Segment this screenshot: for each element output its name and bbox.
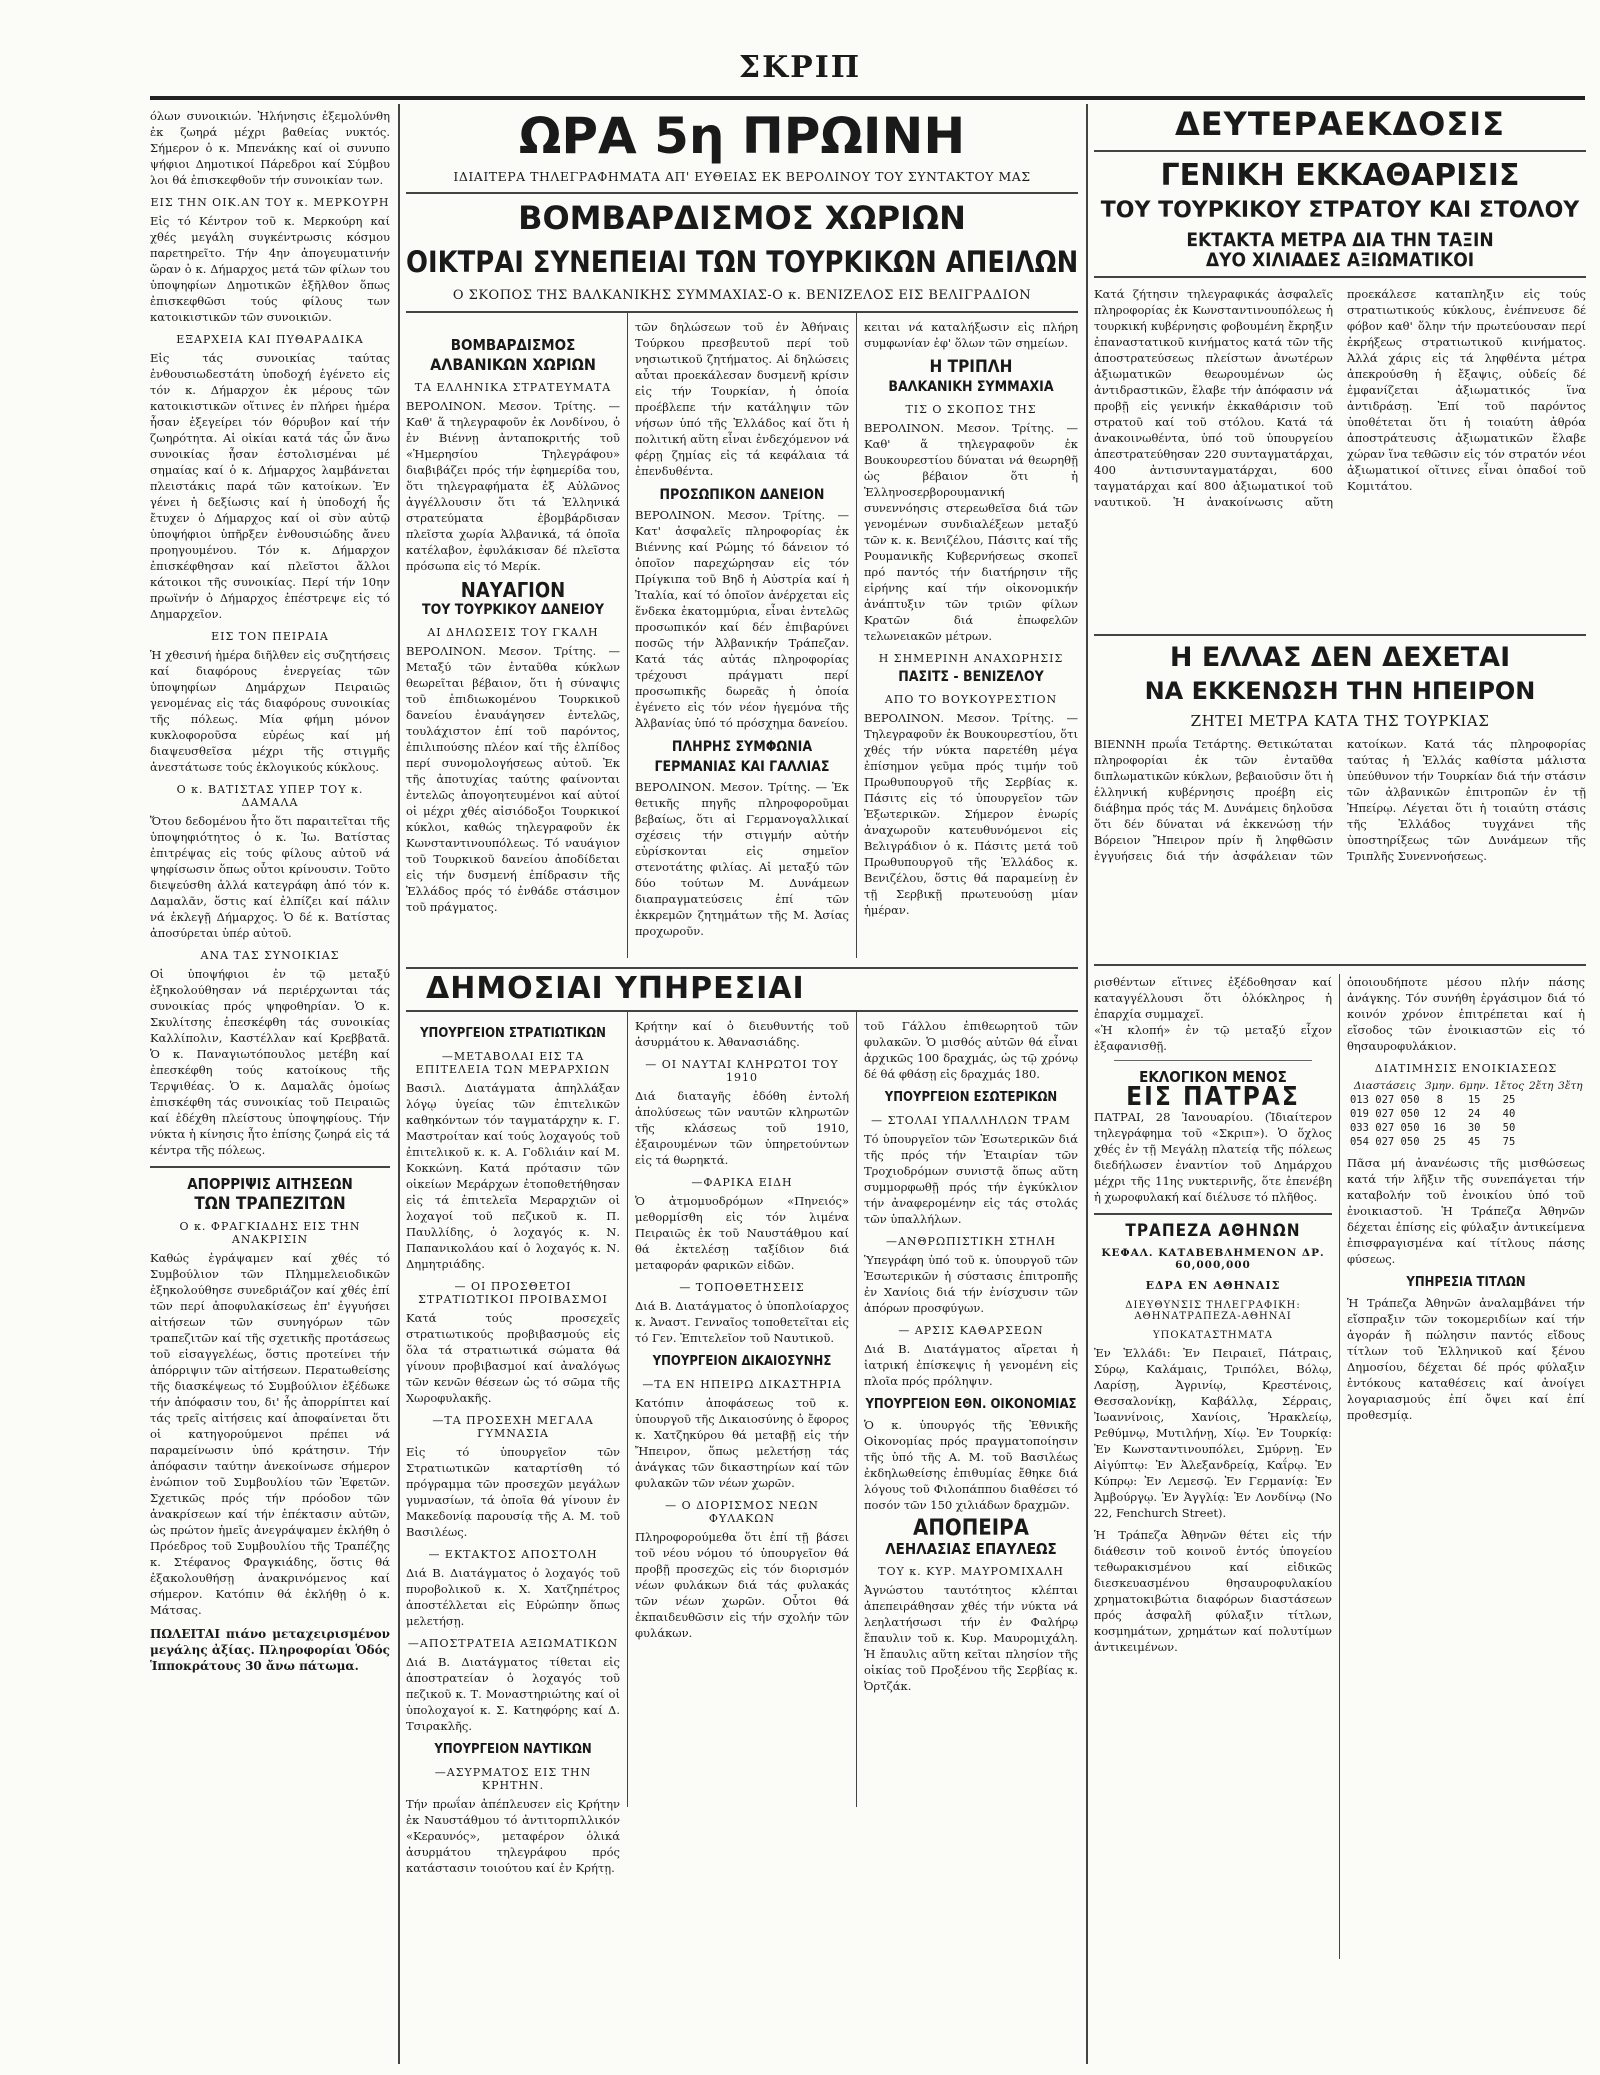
news-columns-top (406, 313, 1078, 963)
table-cell (1556, 1135, 1585, 1149)
left-column (150, 108, 390, 2068)
headline: ΒΑΛΚΑΝΙΚΗ ΣΥΜΜΑΧΙΑ (888, 378, 1054, 395)
headline: ΛΕΗΛΑΣΙΑΣ ΕΠΑΥΛΕΩΣ (885, 1540, 1057, 1559)
column-divider (1339, 974, 1340, 1959)
subheadline: ΑΙ ΔΗΛΩΣΕΙΣ ΤΟΥ ΓΚΑΛΗ (427, 625, 599, 639)
section-rule (150, 1166, 390, 1168)
section-rule (1094, 276, 1586, 278)
subheadline: ΔΙΑΤΙΜΗΣΙΣ ΕΝΟΙΚΙΑΣΕΩΣ (1374, 1061, 1558, 1075)
article-text: Τό ὑπουργεῖον τῶν Ἐσωτερικῶν διά τῆς πρός τήν Ἑταιρίαν τῶν Τροχιοδρόμων συνιστᾷ ὅπως αὕτη συμμορφωθῇ πρός τήν ἐγκύκλιον τήν ἀναφερομένην εἰς τάς στολάς τῶν ὑπαλλήλων. (864, 1132, 1078, 1227)
rent-table-header: 1ἔτος (1493, 1079, 1525, 1092)
subheadline: —ΦΑΡΙΚΑ ΕΙΔΗ (691, 1176, 793, 1190)
subheadline: Ο κ. ΦΡΑΓΚΙΑΔΗΣ ΕΙΣ ΤΗΝ ΑΝΑΚΡΙΣΙΝ (179, 1220, 361, 1246)
news-subcolumn (406, 1018, 620, 1876)
headline: Η ΕΛΛΑΣ ΔΕΝ ΔΕΧΕΤΑΙ (1169, 642, 1511, 674)
subheadline: ΖΗΤΕΙ ΜΕΤΡΑ ΚΑΤΑ ΤΗΣ ΤΟΥΡΚΙΑΣ (1190, 711, 1490, 730)
section-heading: ΕΙΣ ΤΟΝ ΠΕΙΡΑΙΑ (211, 630, 329, 643)
section-rule (1094, 150, 1586, 152)
subheadline: —ΤΑ ΕΝ ΗΠΕΙΡΩ ΔΙΚΑΣΤΗΡΙΑ (642, 1378, 842, 1392)
table-cell (1527, 1093, 1556, 1107)
headline: ΥΠΟΥΡΓΕΙΟΝ ΕΣΩΤΕΡΙΚΩΝ (884, 1090, 1058, 1106)
article-text: ὁποιουδήποτε μέσου πλήν πάσης ἀνάγκης. Τόν συνήθη ἐργάσιμον διά τό κοινόν χρόνον ἐπιτρέπεται καί ἡ εἴσοδος τῶν ἐνοικιαστῶν εἰς τό θησαυροφυλάκιον. (1347, 974, 1585, 1053)
headline: ΝΑΥΑΓΙΟΝ (460, 577, 566, 602)
news-subcolumn (1094, 974, 1332, 1959)
subheadline: — ΕΚΤΑΚΤΟΣ ΑΠΟΣΤΟΛΗ (428, 1548, 598, 1562)
article-text: ΠΑΤΡΑΙ, 28 Ἰανουαρίου. (Ἰδιαίτερον τηλεγράφημα τοῦ «Σκριπ»). Ὁ ὅχλος χθές ἐν τῇ Μεγάλῃ πλατείᾳ τῆς πόλεως διεδήλωσεν ἐναντίον τοῦ Δημάρχου μέχρι τῆς 11ης νυκτερινῆς, ὅτε ἐπενέβη ἡ χωροφυλακή καί διέλυσε τό πλῆθος. (1094, 1109, 1332, 1204)
rent-table-header: 2ἔτη (1528, 1079, 1554, 1092)
headline: ΤΟΥ ΤΟΥΡΚΙΚΟΥ ΔΑΝΕΙΟΥ (421, 601, 604, 618)
subheadline: ΤΟΥ κ. ΚΥΡ. ΜΑΥΡΟΜΙΧΑΛΗ (878, 1565, 1064, 1579)
article-text: Εἰς τό Κέντρον τοῦ κ. Μερκούρη καί χθές μεγάλη συγκέντρωσις κόσμου παρετηρεῖτο. Τήν 4ην ἀπογευματινήν ὥραν ὁ κ. Δήμαρχος μετά τῶν φίλων του ὑποψηφίων Δημοτικῶν ἐξῆλθον ὅπως ἐπισκεφθῶσι τούς φίλους των κατοικιστικῶν τῶν συνοικιῶν. (150, 214, 390, 324)
table-row (1347, 1107, 1585, 1121)
table-cell: 8 (1436, 1093, 1443, 1106)
news-subcolumn (1347, 974, 1585, 1959)
column-divider (856, 313, 857, 958)
article-text: Διά Β. Διατάγματος τίθεται εἰς ἀποστρατείαν ὁ λοχαγός τοῦ πεζικοῦ κ. Τ. Μοναστηριώτης καί οἱ ὑπολοχαγοί κ. Σ. Κατηφόρης καί Δ. Τσιρακλῆς. (406, 1655, 620, 1734)
table-cell: 25 (1502, 1093, 1516, 1106)
rent-table-header: 3ἔτη (1558, 1079, 1583, 1092)
headline: ΑΛΒΑΝΙΚΩΝ ΧΩΡΙΩΝ (430, 354, 596, 374)
classified-ad: ΠΩΛΕΙΤΑΙ πιάνο μεταχειρισμένον μεγάλης ἀξίας. Πληροφορίαι Ὁδός Ἱπποκράτους 30 ἄνω πάτωμα. (150, 1627, 390, 1673)
headline: ΔΕΥΤΕΡΑΕΚΔΟΣΙΣ (1175, 105, 1505, 143)
headline: ΟΙΚΤΡΑΙ ΣΥΝΕΠΕΙΑΙ ΤΩΝ ΤΟΥΡΚΙΚΩΝ ΑΠΕΙΛΩΝ (406, 245, 1079, 280)
subheadline: —ΑΝΘΡΩΠΙΣΤΙΚΗ ΣΤΗΛΗ (885, 1235, 1057, 1249)
article-text: Εἰς τάς συνοικίας ταύτας ἐνθουσιωδεστάτη ὑποδοχή ἐγένετο εἰς τόν κ. Δήμαρχον ἐκ μέρους τῶν κατοικιστικῶν οἵτινες ἐν πλήρει ἡμέρα ἦσαν ἐξεγείρει τόν θόρυβον καί τήν ζωηρότητα. Αἱ οἰκίαι κατά τάς ὧν ἄνω συνοικίας ἦσαν ἐστολισμέναι μέ σημαίας καί ὁ κ. Δήμαρχος λαμβάνεται πλειστάκις παρά τῶν κατοίκων. Ἐν γένει ἡ δεξίωσις καί ἡ ὑποδοχή ἧς ἔτυχεν ὁ Δήμαρχος καί οἱ σὺν αὐτῷ ὑποψήφιοι ὑπῆρξεν ἐνθουσιώδης ἄνευ προηγουμένου. Τόν κ. Δήμαρχον ἐπισκέφθησαν καί πλεῖστοι ἄλλοι κάτοικοι τῆς συνοικίας. Περί τήν 10ην πρωϊνήν ὁ Δήμαρχος ἐπέστρεψε εἰς τό Δημαρχεῖον. (150, 351, 390, 621)
article-two-column (1094, 736, 1586, 956)
news-subcolumn (864, 319, 1078, 959)
article-text: Διά Β. Διατάγματος ὁ λοχαγός τοῦ πυροβολικοῦ κ. Χ. Χατζηπέτρος ἀποστέλλεται εἰς Εὐρώπην ὅπως μελετήσῃ. (406, 1566, 620, 1629)
headline: ΓΕΝΙΚΗ ΕΚΚΑΘΑΡΙΣΙΣ (1160, 157, 1520, 193)
subheadline: —ΤΑ ΠΡΟΣΕΧΗ ΜΕΓΑΛΑ ΓΥΜΝΑΣΙΑ (432, 1414, 594, 1441)
subheadline: — ΟΙ ΝΑΥΤΑΙ ΚΛΗΡΩΤΟΙ ΤΟΥ 1910 (645, 1058, 839, 1085)
news-columns-bottom (406, 1012, 1078, 1876)
table-cell: 054 027 050 (1349, 1135, 1420, 1148)
subheadline: Ο ΣΚΟΠΟΣ ΤΗΣ ΒΑΛΚΑΝΙΚΗΣ ΣΥΜΜΑΧΙΑΣ-Ο κ. ΒΕΝΙΖΕΛΟΣ ΕΙΣ ΒΕΛΙΓΡΑΔΙΟΝ (452, 287, 1032, 303)
article-text: Ἡ χθεσινή ἡμέρα διῆλθεν εἰς συζητήσεις καί διαφόρους ἐνεργείας τῶν ὑποψηφίων Δημάρχων Πειραιῶς γενομένας εἰς τάς διαφόρους συνοικίας τῆς πόλεως. Μία φήμη μόνον κυκλοφοροῦσα εὐρέως καί μή διαψευσθεῖσα μέχρι τῆς στιγμῆς ἀνεστάτωσε τούς ἐκλογικούς κύκλους. (150, 648, 390, 774)
headline: ΓΕΡΜΑΝΙΑΣ ΚΑΙ ΓΑΛΛΙΑΣ (654, 758, 830, 775)
article-text: Κρήτην καί ὁ διευθυντής τοῦ ἀσυρμάτου κ. Ἀθανασιάδης. (635, 1019, 849, 1050)
article-text: Τήν πρωΐαν ἀπέπλευσεν εἰς Κρήτην ἐκ Ναυστάθμου τό ἀντιτορπιλλικόν «Κεραυνός», μεταφέρον ὁλικά ἀσυρμάτου τηλεγράφου πρός κατάστασιν τοιούτου καί ἐν Κρήτῃ. (406, 1797, 620, 1876)
headline: ΔΥΟ ΧΙΛΙΑΔΕΣ ΑΞΙΩΜΑΤΙΚΟΙ (1205, 249, 1475, 272)
table-cell: 019 027 050 (1349, 1107, 1420, 1120)
article-text: Ὑπεγράφη ὑπό τοῦ κ. ὑπουργοῦ τῶν Ἐσωτερικῶν ἡ σύστασις ἐπιτροπῆς ἐν Χανίοις διά τήν ἐνίσχυσιν τῶν ἀπόρων προσφύγων. (864, 1253, 1078, 1316)
column-divider (1086, 104, 1088, 2064)
article-text: ΒΕΡΟΛΙΝΟΝ. Μεσον. Τρίτης. — Καθ' ἅ τηλεγραφοῦν ἐκ Λονδίνου, ὁ ἐν Βιέννῃ ἀνταποκριτής τοῦ «Ἡμερησίου Τηλεγράφου» διαβιβάζει πρός τήν ἐφημερίδα του, ὅτι τηλεγραφήματα ἐξ Αὐλῶνος ἀγγέλλουσιν ὅτι τά Ἑλληνικά στρατεύματα ἐβομβάρδισαν πλεῖστα χωρία Ἀλβανικά, τά ὁποῖα κατέλαβον, ἐφυλάκισαν δέ πλεῖστα πρόσωπα εἰς τό Μερίκ. (406, 398, 620, 573)
section-rule (406, 967, 1078, 969)
headline: ΝΑ ΕΚΚΕΝΩΣΗ ΤΗΝ ΗΠΕΙΡΟΝ (1144, 676, 1536, 705)
article-text: ΒΕΡΟΛΙΝΟΝ. Μεσον. Τρίτης. — Τηλεγραφοῦν ἐκ Βουκουρεστίου, ὅτι χθές τήν νύκτα παρετέθη μέγα ἐπίσημον γεῦμα πρός τιμήν τοῦ Πρωθυπουργοῦ τῆς Σερβίας κ. Πάσιτς εἰς τό ὑπουργεῖον τῶν Ἐξωτερικῶν. Σήμερον ἐνωρίς ἀναχωροῦν κατευθυνόμενοι εἰς Βελιγράδιον ὁ κ. Πάσιτς μετά τοῦ Πρωθυπουργοῦ τῆς Ἑλλάδος κ. Βενιζέλου, ὅστις θά παραμείνῃ ἐν τῇ Σερβικῇ πρωτευούσῃ μίαν ἡμέραν. (864, 710, 1078, 917)
rent-table (1347, 1079, 1585, 1149)
article-text: Ὅτου δεδομένου ἦτο ὅτι παραιτεῖται τῆς ὑποψηφιότητος ὁ κ. Ἰω. Βατίστας ἐπιτρέψας εἰς τούς φίλους αὐτοῦ νά ψηφίσωσιν ὅπως οὗτοι κρίνουσιν. Τοῦτο διεψεύσθη ἀλλά κατεγράφη ἀπό τόν κ. Δαμαλᾶν, ὅστις καί ἐλπίζει καί πάλιν νά ἐκλεγῇ Δήμαρχος. Ὁ δέ κ. Βατίστας ἀποσύρεται ὑπέρ αὐτοῦ. (150, 814, 390, 940)
table-cell: 15 (1467, 1093, 1481, 1106)
article-text: ΒΕΡΟΛΙΝΟΝ. Μεσον. Τρίτης. — Κατ' ἀσφαλεῖς πληροφορίας ἐκ Βιέννης καί Ρώμης τό δάνειον τό ὁποῖον παρεχώρησαν εἰς τόν Πρίγκιπα τοῦ Βηδ ἡ Αὐστρία καί ἡ Ἰταλία, καί τό ὁποῖον ἀνέρχεται εἰς ἕνδεκα ἑκατομμύρια, εἶναι ἐντελῶς προσωπικόν καί δέν ἐπιβαρύνει ποσῶς τήν Ἀλβανικήν Τράπεζαν. Κατά τάς αὐτάς πληροφορίας τρέχουσι πράγματι περί προσωπικῆς δωρεᾶς ἡ ὁποία ἐγένετο εἰς τόν νέον ἡγεμόνα τῆς Ἀλβανίας ὑπό τό πρόσχημα δανείου. (635, 507, 849, 730)
headline: ΕΚΛΟΓΙΚΟΝ ΜΕΝΟΣ (1139, 1067, 1287, 1086)
subheadline: — ΟΙ ΠΡΟΣΘΕΤΟΙ ΣΤΡΑΤΙΩΤΙΚΟΙ ΠΡΟΙΒΑΣΜΟΙ (418, 1280, 608, 1307)
table-cell (1556, 1107, 1585, 1121)
table-cell (1527, 1135, 1556, 1149)
headline: ΤΩΝ ΤΡΑΠΕΖΙΤΩΝ (194, 1194, 346, 1214)
subheadline: — ΑΡΣΙΣ ΚΑΘΑΡΣΕΩΝ (898, 1324, 1044, 1338)
bank-seat: ΕΔΡΑ ΕΝ ΑΘΗΝΑΙΣ (1145, 1278, 1281, 1292)
article-text: ΒΙΕΝΝΗ πρωΐα Τετάρτης. Θετικώταται πληροφορίαι ἐκ τῶν ἐνταῦθα διπλωματικῶν κύκλων, βεβαιοῦσιν ὅτι ἡ ἑλληνική κυβέρνησις προέβη εἰς διάβημα πρός τάς Μ. Δυνάμεις δηλοῦσα ὅτι δέν δύναται νά ἐκκενώσῃ τήν Βόρειον Ἤπειρον πρίν ἤ ληφθῶσιν ἐγγυήσεις διά τήν ἀσφάλειαν τῶν κατοίκων. Κατά τάς πληροφορίας ταύτας ἡ Ἑλλάς καθίστα μάλιστα ὑπεύθυνον τήν Τουρκίαν διά τήν στάσιν τῶν ἀλβανικῶν ἐπιτροπῶν ἐν τῇ Ἠπείρῳ. Λέγεται ὅτι ἡ τοιαύτη στάσις τῆς Ἑλλάδος τυγχάνει τῆς ὑποστηρίξεως τῶν Δυνάμεων τῆς Τριπλῆς Συνεννοήσεως. (1094, 736, 1586, 863)
headline: ΤΟΥ ΤΟΥΡΚΙΚΟΥ ΣΤΡΑΤΟΥ ΚΑΙ ΣΤΟΛΟΥ (1100, 198, 1580, 224)
rent-table-header: Διαστάσεις (1353, 1079, 1416, 1092)
news-subcolumn (635, 1018, 849, 1808)
headline: ΒΟΜΒΑΡΔΙΣΜΟΣ (450, 335, 576, 354)
subheadline: —ΜΕΤΑΒΟΛΑΙ ΕΙΣ ΤΑ ΕΠΙΤΕΛΕΙΑ ΤΩΝ ΜΕΡΑΡΧΙΩΝ (415, 1050, 611, 1077)
article-text: Πληροφορούμεθα ὅτι ἐπί τῇ βάσει τοῦ νέου νόμου τό ὑπουργεῖον θά προβῇ προσεχῶς εἰς τόν διορισμόν νέων φυλάκων διά τάς φυλακάς τῶν νέων χωρῶν. Οὗτοι θά ἐκπαιδευθῶσιν εἰς τήν σχολήν τῶν φυλάκων. (635, 1530, 849, 1641)
table-cell: 45 (1467, 1135, 1481, 1148)
subheadline: — Ο ΔΙΟΡΙΣΜΟΣ ΝΕΩΝ ΦΥΛΑΚΩΝ (665, 1499, 819, 1526)
article-text: Ὁ ἀτμομυοδρόμων «Πηνειός» μεθορμίσθη εἰς τόν λιμένα Πειραιῶς ἐκ τοῦ Ναυστάθμου καί θά ἐκτελέσῃ ταξίδιον διά μεταφοράν φαρικῶν εἰδῶν. (635, 1194, 849, 1273)
article-text: ΒΕΡΟΛΙΝΟΝ. Μεσον. Τρίτης. — Μεταξύ τῶν ἐνταῦθα κύκλων θεωρεῖται βέβαιον, ὅτι ἡ σύναψις τοῦ ἐπιδιωκομένου Τουρκικοῦ δανείου ἐναυάγησεν ἐντελῶς, τουλάχιστον ἐπί τοῦ παρόντος, ἐπιλιπούσης πλέον καί τῆς ἐλπίδος περί συνομολογήσεως αὐτοῦ. Ἐκ τῆς ἀποτυχίας ταύτης φαίνονται ἐντελῶς ἀπογοητευμένοι καί αὐτοί οἱ μέχρι χθές αἰσιόδοξοι Τουρκικοί κύκλοι, καθώς τηλεγραφοῦν ἐκ Κωνσταντινουπόλεως. Τό ναυάγιον τοῦ Τουρκικοῦ δανείου ἀποδίδεται εἰς τήν δυσμενή ἐπίδρασιν τῆς Ἑλλάδος πρός τό ἐνθάδε στάσιμον τοῦ πράγματος. (406, 643, 620, 914)
headline-strip: ΙΔΙΑΙΤΕΡΑ ΤΗΛΕΓΡΑΦΗΜΑΤΑ ΑΠ' ΕΥΘΕΙΑΣ ΕΚ ΒΕΡΟΛΙΝΟΥ ΤΟΥ ΣΥΝΤΑΚΤΟΥ ΜΑΣ (453, 168, 1031, 184)
table-cell: 50 (1502, 1121, 1516, 1134)
article-text: ΒΕΡΟΛΙΝΟΝ. Μεσον. Τρίτης. — Ἐκ θετικῆς πηγῆς πληροφοροῦμαι βεβαίως, ὅτι αἱ Γερμανογαλλικαί σχέσεις τήν στιγμήν αὐτήν εὑρίσκονται εἰς σημεῖον στενοτάτης φιλίας. Αἱ μεταξύ τῶν δύο τούτων Μ. Δυνάμεων διαπραγματεύσεις ἐπί τῶν ἐκκρεμῶν ζητημάτων τῆς Μ. Ἀσίας προχωροῦν. (635, 779, 849, 938)
headline: ΑΠΟΡΡΙΨΙΣ ΑΙΤΗΣΕΩΝ (187, 1175, 353, 1193)
subheadline: ΤΙΣ Ο ΣΚΟΠΟΣ ΤΗΣ (905, 402, 1037, 416)
table-cell (1556, 1093, 1585, 1107)
headline: ΥΠΟΥΡΓΕΙΟΝ ΣΤΡΑΤΙΩΤΙΚΩΝ (420, 1026, 606, 1042)
table-cell: 24 (1467, 1107, 1481, 1120)
table-cell: 75 (1502, 1135, 1516, 1148)
article-text: όλων συνοικιών. Ἠλήνησις ἐξεμολύνθη ἐκ ζωηρά μέχρι βαθείας νυκτός. Σήμερον ὁ κ. Μπενάκης καί οἱ συνυπο ψήφιοι Δημοτικοί Πάρεδροι καί Σύμβου λοι θά ἐπισκεφθοῦν τήν συνοικίαν των. (150, 109, 390, 187)
center-section (406, 108, 1078, 2068)
article-text: τῶν δηλώσεων τοῦ ἐν Ἀθήναις Τούρκου πρεσβευτοῦ περί τοῦ νησιωτικοῦ ζητήματος. Αἱ δηλώσεις αὗται προεκάλεσαν δυσμενῆ κρίσιν εἰς τήν Τουρκίαν, ἡ ὁποία προέβλεπε τήν κατάληψιν τῶν νήσων ὑπό τῆς Ἑλλάδος καί ὅτι ἡ πολιτική αὕτη εἶναι ἐνδεχόμενον νά φέρῃ ζημίας εἰς τά κεφάλαια τά ἐπενδυθέντα. (635, 319, 849, 478)
article-text: Κατά ζήτησιν τηλεγραφικάς ἀσφαλεῖς πληροφορίας ἐκ Κωνσταντινουπόλεως ἡ τουρκική κυβέρνησις φοβουμένη ἔκρηξιν ἐπαναστατικοῦ κινήματος κατά τῶν τῆς ἀποστρατεύσεως πλείστων ἀνωτέρων ἀξιωματικῶν θεωρουμένων ὡς ἀντιδραστικῶν, ἔλαβε τήν ἀπόφασιν νά προβῇ εἰς γενικήν ἐκκαθάρισιν τοῦ στρατοῦ καί τοῦ στόλου. Κατά τά ἀνακοινωθέντα, ὑπό τοῦ ὑπουργείου ἀπεστρατεύθησαν 220 συνταγματάρχαι, 400 ἀντισυνταγματάρχαι, 600 ταγματάρχαι καί 800 ἀξιωματικοί τοῦ ναυτικοῦ. Ἡ ἀνακοίνωσις αὕτη προεκάλεσε καταπληξιν εἰς τούς στρατιωτικούς κύκλους, ἐνέπνευσε δέ φόβον καθ' ὅλην τήν πρωτεύουσαν περί ἐκρήξεως στρατιωτικοῦ κινήματος. Ἀλλά χάρις εἰς τά ληφθέντα μέτρα ἀπεκρούσθη ἡ ἔξαψις, οὐδείς δέ ἐμφανίζεται ἀξιωματικός ἵνα ἀντιδράσῃ. Ἐπί τοῦ παρόντος ὑποθέτεται ὅτι ἡ τοιαύτη ἀθρόα ἀποστράτευσις ἀξιωματικῶν ἔλαβε χώραν ἵνα τεθῶσιν εἰς τόν στρατόν νέοι ἀξιωματικοί οἵτινες εἶναι ὀπαδοί τοῦ Κομιτάτου. (1094, 287, 1586, 510)
bank-name: ΤΡΑΠΕΖΑ ΑΘΗΝΩΝ (1125, 1220, 1301, 1241)
article-text: Οἱ ὑποψήφιοι ἐν τῷ μεταξύ ἐξηκολούθησαν νά περιέρχωνται τάς συνοικίας πρός ψηφοθηρίαν. Ὁ κ. Σκυλίτσης ἐπεσκέφθη τάς συνοικίας Καλλίπολιν, Καστέλλαν καί Κρεββατᾶ. Ὁ κ. Παναγιωτόπουλος μετέβη καί ἐπεσκέφθη τούς κατοίκους τῆς Τερψιθέας. Ὁ κ. Δαμαλᾶς ὁμοίως ἐπισκέφθη τάς συνοικίας τοῦ Πειραιῶς καί ἐδέχθη πλείστους ὑποψηφίους. Τήν νύκτα ἡ κίνησις ἦτο ἐπίσης ζωηρά εἰς τά κέντρα τῆς πόλεως. (150, 967, 390, 1157)
table-row (1347, 1121, 1585, 1135)
headline: ΠΑΣΙΤΣ - ΒΕΝΙΖΕΛΟΥ (898, 668, 1044, 685)
headline: Η ΤΡΙΠΛΗ (929, 356, 1013, 377)
bank-capital: ΚΕΦΑΛ. ΚΑΤΑΒΕΒΛΗΜΕΝΟΝ ΔΡ. 60,000,000 (1101, 1246, 1325, 1271)
headline: ΕΙΣ ΠΑΤΡΑΣ (1126, 1081, 1300, 1112)
bank-telegraph: ΔΙΕΥΘΥΝΣΙΣ ΤΗΛΕΓΡΑΦΙΚΗ: ΑΘΗΝΑΤΡΑΠΕΖΑ-ΑΘΗΝΑΙ (1125, 1299, 1301, 1322)
section-title: ΔΗΜΟΣΙΑΙ ΥΠΗΡΕΣΙΑΙ (426, 970, 805, 1006)
article-text: «Ἡ κλοπή» ἐν τῷ μεταξύ εἶχον ἐξαφανισθῇ. (1094, 1022, 1332, 1053)
headline: ΥΠΗΡΕΣΙΑ ΤΙΤΛΩΝ (1406, 1274, 1526, 1290)
table-cell: 013 027 050 (1349, 1093, 1420, 1106)
column-divider (856, 1012, 857, 1807)
main-headline: ΩΡΑ 5η ΠΡΩΙΝΗ (518, 107, 966, 165)
headline: ΒΟΜΒΑΡΔΙΣΜΟΣ ΧΩΡΙΩΝ (518, 198, 966, 237)
article-text: Ἡ Τράπεζα Ἀθηνῶν θέτει εἰς τήν διάθεσιν τοῦ κοινοῦ ἐντός ὑπογείου τεθωρακισμένου καί εἰδικῶς διεσκευασμένου θησαυροφυλακίου χρηματοκιβώτια διαφόρων διαστάσεων πρός ἀσφαλῆ φύλαξιν τίτλων, κοσμημάτων, χρημάτων καί πολυτίμων ἀντικειμένων. (1094, 1527, 1332, 1654)
table-cell: 30 (1467, 1121, 1481, 1134)
article-text: Πᾶσα μή ἀνανέωσις τῆς μισθώσεως κατά τήν λῆξιν τῆς συνεπάγεται τήν καταβολήν τοῦ ἐνοικίου ὑπό τοῦ ἐνοικιαστοῦ. Ἡ Τράπεζα Ἀθηνῶν δέχεται ἐπίσης εἰς φύλαξιν ἀντικείμενα ἐπισφραγισμένα καί τίτλους πάσης φύσεως. (1347, 1155, 1585, 1266)
article-text: Κατά τούς προσεχεῖς στρατιωτικούς προβιβασμούς εἰς ὅλα τά στρατιωτικά σώματα θά γίνουν προβιβασμοί καί ἀναλόγως τῶν κενῶν θέσεων ὡς τό σῶμα τῆς Χωροφυλακῆς. (406, 1311, 620, 1406)
column-divider (627, 313, 628, 958)
section-rule (406, 192, 1078, 194)
section-rule (1094, 1213, 1332, 1215)
table-cell (1527, 1107, 1556, 1121)
bank-branches: Ἐν Ἑλλάδι: Ἐν Πειραιεῖ, Πάτραις, Σύρῳ, Καλάμαις, Τριπόλει, Βόλῳ, Λαρίσῃ, Ἀγρινίῳ, Κρεστένοις, Θεσσαλονίκῃ, Καβάλλᾳ, Σέρραις, Ἰωαννίνοις, Χανίοις, Ἡρακλείῳ, Ρεθύμνῳ, Μυτιλήνῃ, Χίῳ. Ἐν Τουρκίᾳ: Ἐν Κωνσταντινουπόλει, Σμύρνῃ. Ἐν Αἰγύπτῳ: Ἐν Ἀλεξανδρείᾳ, Καΐρῳ. Ἐν Κύπρῳ: Ἐν Λεμεσῷ. Ἐν Γερμανίᾳ: Ἐν Ἀμβούργῳ. Ἐν Ἀγγλίᾳ: Ἐν Λονδίνῳ (No 22, Fenchurch Street). (1094, 1345, 1332, 1520)
rent-table-header: 3μην. (1424, 1079, 1455, 1092)
table-cell: 033 027 050 (1349, 1121, 1420, 1134)
subheadline: — ΣΤΟΛΑΙ ΥΠΑΛΛΗΛΩΝ ΤΡΑΜ (871, 1114, 1071, 1128)
article-text: Βασιλ. Διατάγματα ἀπηλλάξαν λόγῳ ὑγείας τῶν ἐπιτελικῶν καθηκόντων τόν ταγματάρχην κ. Γ. Μαστροίταν καί τούς λοχαγούς τοῦ ἐπιτελικοῦ κ. κ. Α. Γοδλιάιν καί Μ. Κοκκώνη. Κατά πρότασιν τῶν οἰκείων Μεράρχων ἐτοποθετήθησαν εἰς τά ἐπιτελεῖα Μεραρχιῶν οἱ λοχαγοί τοῦ πεζικοῦ κ. Π. Παυλλίδης, ὁ λοχαγός κ. Ν. Παπανικολάου καί ὁ λοχαγός κ. Ν. Δημητριάδης. (406, 1081, 620, 1272)
table-row (1347, 1093, 1585, 1107)
table-cell (1556, 1121, 1585, 1135)
section-heading: ΕΞΑΡΧΕΙΑ ΚΑΙ ΠΥΘΑΡΑΔΙΚΑ (176, 333, 364, 346)
section-rule (1114, 1060, 1312, 1061)
right-section (1094, 105, 1586, 2068)
subheadline: —ΑΠΟΣΤΡΑΤΕΙΑ ΑΞΙΩΜΑΤΙΚΩΝ (407, 1637, 619, 1651)
subheadline: —ΑΣΥΡΜΑΤΟΣ ΕΙΣ ΤΗΝ ΚΡΗΤΗΝ. (434, 1766, 592, 1793)
headline: ΠΛΗΡΗΣ ΣΥΜΦΩΝΙΑ (671, 738, 813, 755)
headline: ΥΠΟΥΡΓΕΙΟΝ ΝΑΥΤΙΚΩΝ (434, 1742, 592, 1758)
table-cell: 12 (1433, 1107, 1447, 1120)
headline: ΥΠΟΥΡΓΕΙΟΝ ΔΙΚΑΙΟΣΥΝΗΣ (652, 1354, 832, 1370)
news-subcolumn (635, 319, 849, 959)
masthead-rule (150, 96, 1585, 100)
headline: ΕΚΤΑΚΤΑ ΜΕΤΡΑ ΔΙΑ ΤΗΝ ΤΑΞΙΝ (1186, 229, 1494, 252)
subheadline: ΑΠΟ ΤΟ ΒΟΥΚΟΥΡΕΣΤΙΟΝ (884, 692, 1058, 706)
subheadline: — ΤΟΠΟΘΕΤΗΣΕΙΣ (679, 1281, 805, 1295)
section-heading: Ο κ. ΒΑΤΙΣΤΑΣ ΥΠΕΡ ΤΟΥ κ. ΔΑΜΑΛΑ (176, 783, 364, 809)
table-cell (1527, 1121, 1556, 1135)
article-text: κειται νά καταλήξωσιν εἰς πλήρη συμφωνίαν ἐφ' ὅλων τῶν σημείων. (864, 319, 1078, 350)
table-cell: 16 (1433, 1121, 1447, 1134)
article-text: Διά διαταγῆς ἐδόθη ἐντολή ἀπολύσεως τῶν ναυτῶν κληρωτῶν τῆς κλάσεως τοῦ 1910, ἐξαιρουμένων τῶν ὑπηρετούντων εἰς τά θωρηκτά. (635, 1089, 849, 1168)
rent-table-header: 6μην. (1459, 1079, 1489, 1092)
article-text: Εἰς τό ὑπουργεῖον τῶν Στρατιωτικῶν καταρτίσθη τό πρόγραμμα τῶν προσεχῶν μεγάλων γυμνασίων, τά ὁποῖα θά γίνουν ἐν Μακεδονίᾳ παρουσίᾳ τῆς Α. Μ. τοῦ Βασιλέως. (406, 1445, 620, 1540)
headline: ΑΠΟΠΕΙΡΑ (913, 1516, 1029, 1542)
subheadline: Η ΣΗΜΕΡΙΝΗ ΑΝΑΧΩΡΗΣΙΣ (878, 651, 1064, 665)
table-cell: 25 (1433, 1135, 1447, 1148)
right-lower-columns (1094, 974, 1586, 1964)
section-heading: ΑΝΑ ΤΑΣ ΣΥΝΟΙΚΙΑΣ (200, 949, 340, 962)
article-text: Ὁ κ. ὑπουργός τῆς Ἐθνικῆς Οἰκονομίας πρός πραγματοποίησιν τῆς ὑπό τῆς Α. Μ. τοῦ Βασιλέως ἐκδηλωθείσης ἐπιθυμίας ἔθηκε διά λόγους τοῦ Φιλοπάππου διαθέσει τό ποσόν τῶν 150 χιλιάδων δραχμῶν. (864, 1418, 1078, 1513)
article-text: Κατόπιν ἀποφάσεως τοῦ κ. ὑπουργοῦ τῆς Δικαιοσύνης ὁ ἔφορος κ. Χατζηκύρου θά μεταβῇ εἰς τήν Ἤπειρον, ὅπως μελετήσῃ τάς ἀνάγκας τῶν δικαστηρίων καί τῶν φυλακῶν τῶν νέων χωρῶν. (635, 1396, 849, 1491)
news-subcolumn (864, 1018, 1078, 1808)
section-heading: ΕΙΣ ΤΗΝ ΟΙΚ.ΑΝ ΤΟΥ κ. ΜΕΡΚΟΥΡΗ (150, 196, 390, 209)
headline: ΠΡΟΣΩΠΙΚΟΝ ΔΑΝΕΙΟΝ (659, 486, 825, 503)
news-subcolumn (406, 319, 620, 959)
masthead: ΣΚΡΙΠ (738, 50, 862, 85)
article-text: Διά Β. Διατάγματος ὁ ὑποπλοίαρχος κ. Ἀναστ. Γενναῖος τοποθετεῖται εἰς τό Γεν. Ἐπιτελεῖον τοῦ Ναυτικοῦ. (635, 1299, 849, 1346)
section-rule (1094, 964, 1586, 966)
column-divider (398, 104, 400, 2064)
article-text: ρισθέντων εἵτινες ἐξέδοθησαν καί καταγγέλλουσι ὅτι ὁλόκληρος ἡ ἐπαρχία συμμαχεῖ. (1094, 974, 1332, 1021)
article-text: Καθώς ἐγράψαμεν καί χθές τό Συμβούλιον τῶν Πλημμελειοδικῶν ἐξηκολούθησε συνεδριάζον καί χθές ἐπί τῶν περί ἀποφυλακίσεως ἐπ' ἐγγυήσει αἰτήσεων τῶν συνηγόρων τῶν τραπεζιτῶν καί τῆς σχετικῆς προτάσεως τοῦ εἰσαγγελέως, ὅστις προτείνει τήν ἀπόρριψιν τῶν αἰτήσεων. Περατωθείσης τῆς διασκέψεως τό Συμβούλιον ἐξέδωκε τήν ἀπόφασιν του, δι' ἧς ἀπορρίπτει καί τάς τρεῖς αἰτήσεις καί ἀποφαίνεται ὅτι οἱ κατηγορούμενοι πρέπει νά παραμείνωσιν ὑπό κράτησιν. Τήν ἀπόφασιν ταύτην ἀνεκοίνωσε σήμερον ἐνώπιον τοῦ Συμβουλίου τῶν Ἐφετῶν. Σχετικῶς πρός τήν πρόοδον τῶν ἀνακρίσεων καί τήν ἐπέκτασιν αὐτῶν, ὡς πρώτον ἡμεῖς ἀνεγράψαμεν ἐκλήθη ὁ Πρόεδρος τοῦ Συμβουλίου τῆς Τραπέζης κ. Στέφανος Φραγκιάδης, ὅστις θά ἐξακολουθήσῃ ἀνακρινόμενος καί σήμερον. Κατόπιν θά ἐκλήθῃ ὁ κ. Μάτσας. (150, 1251, 390, 1617)
table-row (1347, 1135, 1585, 1149)
subheadline: ΤΑ ΕΛΛΗΝΙΚΑ ΣΤΡΑΤΕΥΜΑΤΑ (414, 380, 612, 394)
article-text: Διά Β. Διατάγματος αἴρεται ἡ ἰατρική ἐπίσκεψις ἡ γενομένη εἰς πλοῖα πρός πρόληψιν. (864, 1342, 1078, 1389)
section-rule (1094, 634, 1586, 636)
article-two-column (1094, 286, 1586, 626)
article-text: Ἡ Τράπεζα Ἀθηνῶν ἀναλαμβάνει τήν εἴσπραξιν τῶν τοκομεριδίων καί τήν ἀγοράν ἤ πώλησιν παντός εἴδους τίτλων τοῦ Ἑλληνικοῦ καί ξένου Δημοσίου, δέχεται δέ πρός φύλαξιν ἐντόκους καταθέσεις καί ἀνοίγει λογαριασμούς ἐπί ὄψει καί ἐπί προθεσμίᾳ. (1347, 1295, 1585, 1422)
bank-branches-title: ΥΠΟΚΑΤΑΣΤΗΜΑΤΑ (1153, 1329, 1273, 1341)
article-text: Ἀγνώστου ταυτότητος κλέπται ἀπεπειράθησαν χθές τήν νύκτα νά λεηλατήσωσι τήν ἐν Φαλήρῳ ἔπαυλιν τοῦ κ. Κυρ. Μαυρομιχάλη. Ἡ ἔπαυλις αὕτη κεῖται πλησίον τῆς οἰκίας τοῦ Προξένου τῆς Σερβίας κ. Ὀρτζάκ. (864, 1583, 1078, 1694)
headline: ΥΠΟΥΡΓΕΙΟΝ ΕΘΝ. ΟΙΚΟΝΟΜΙΑΣ (865, 1397, 1077, 1413)
column-divider (627, 1012, 628, 1807)
article-text: τοῦ Γάλλου ἐπιθεωρητοῦ τῶν φυλακῶν. Ὁ μισθός αὐτῶν θά εἶναι ἀρχικῶς 100 δραχμάς, ὡς τῷ χρόνῳ δέ θά φθάσῃ εἰς δραχμάς 180. (864, 1019, 1078, 1082)
article-text: ΒΕΡΟΛΙΝΟΝ. Μεσον. Τρίτης. — Καθ' ἅ τηλεγραφοῦν ἐκ Βουκουρεστίου δύναται νά θεωρηθῇ ὡς βέβαιον ὅτι ἡ Ἑλληνοσερβορουμανική συνεννόησις στερεωθεῖσα διά τῶν γενομένων συνδιαλέξεων μεταξύ τῶν κ. κ. Βενιζέλου, Πάσιτς καί τῆς Ρουμανικῆς Κυβερνήσεως σκοπεῖ πρό παντός τήν διατήρησιν τῆς εἰρήνης καί τήν οἰκονομικήν ἀνάπτυξιν τῶν τριῶν φίλων Κρατῶν διά ἐπωφελῶν τελωνειακῶν μέτρων. (864, 420, 1078, 643)
table-cell: 40 (1502, 1107, 1516, 1120)
